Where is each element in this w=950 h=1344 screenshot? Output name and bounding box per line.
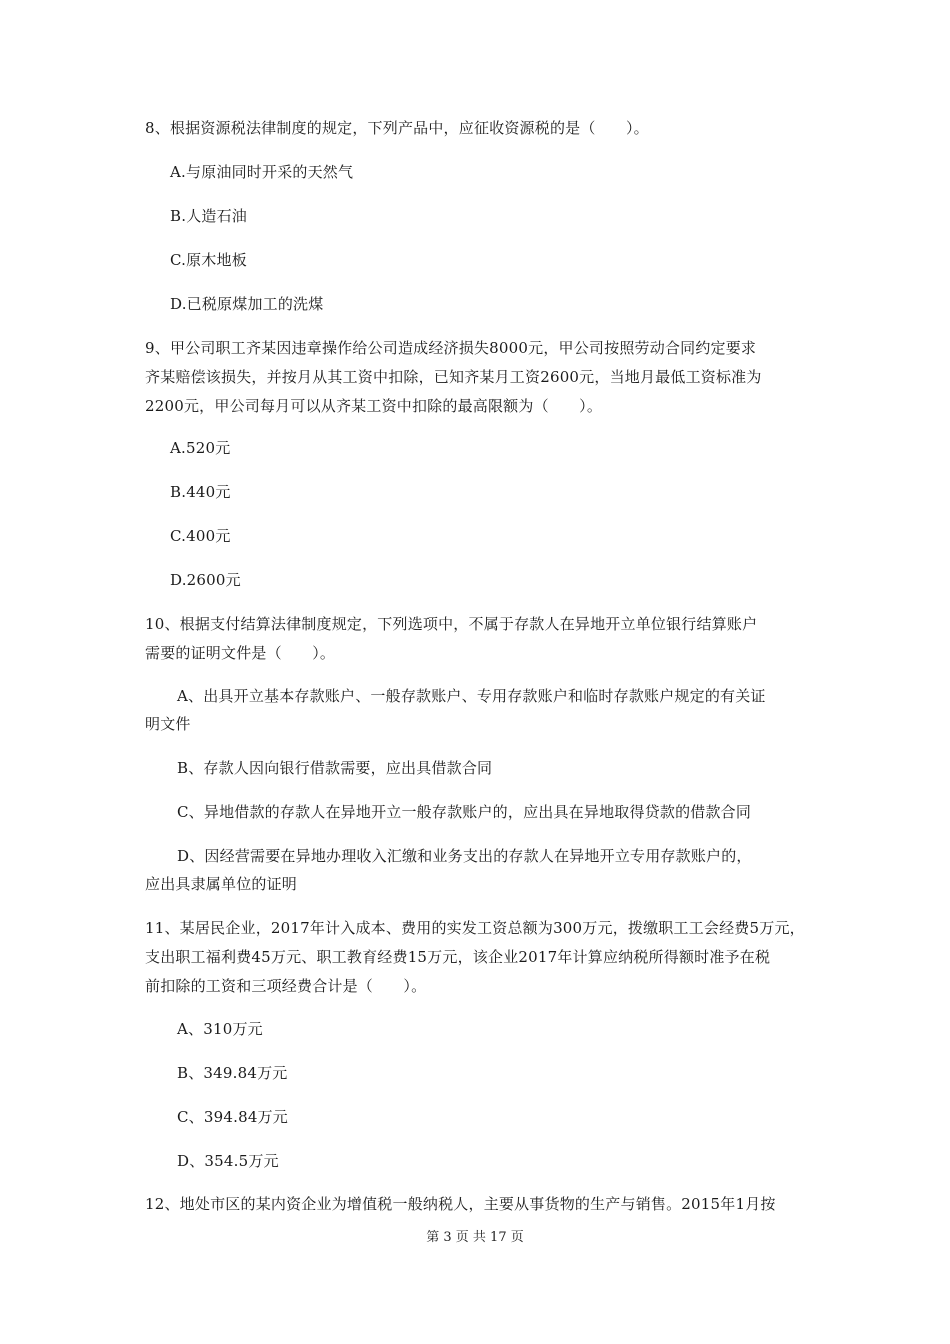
question-11-line-2: 支出职工福利费45万元、职工教育经费15万元，该企业2017年计算应纳税所得额时准予在税 (145, 948, 771, 966)
question-9-option-a: A.520元 (170, 439, 231, 457)
question-8-option-a: A.与原油同时开采的天然气 (170, 163, 354, 181)
question-9-line-2: 齐某赔偿该损失，并按月从其工资中扣除，已知齐某月工资2600元，当地月最低工资标准为 (145, 368, 762, 386)
question-9-line-1: 9、甲公司职工齐某因违章操作给公司造成经济损失8000元，甲公司按照劳动合同约定要求 (145, 339, 757, 357)
question-8-option-d: D.已税原煤加工的洗煤 (170, 295, 324, 313)
question-10-option-b: B、存款人因向银行借款需要，应出具借款合同 (177, 759, 493, 777)
question-12-line-1: 12、地处市区的某内资企业为增值税一般纳税人，主要从事货物的生产与销售。2015年1月按 (145, 1195, 776, 1213)
question-11-option-b: B、349.84万元 (177, 1064, 288, 1082)
question-8-line-1: 8、根据资源税法律制度的规定，下列产品中，应征收资源税的是（ ）。 (145, 119, 649, 137)
question-10-line-2: 需要的证明文件是（ ）。 (145, 644, 336, 662)
question-9-option-b: B.440元 (170, 483, 231, 501)
question-11-option-d: D、354.5万元 (177, 1152, 279, 1170)
question-11-option-c: C、394.84万元 (177, 1108, 288, 1126)
question-8-option-c: C.原木地板 (170, 251, 247, 269)
question-10-option-a-line-2: 明文件 (145, 715, 191, 733)
question-11-line-3: 前扣除的工资和三项经费合计是（ ）。 (145, 977, 427, 995)
question-8-option-b: B.人造石油 (170, 207, 247, 225)
question-11-line-1: 11、某居民企业，2017年计入成本、费用的实发工资总额为300万元，拨缴职工工会经费5万元， (145, 919, 805, 937)
question-10-line-1: 10、根据支付结算法律制度规定，下列选项中，不属于存款人在异地开立单位银行结算账户 (145, 615, 758, 633)
question-9-option-d: D.2600元 (170, 571, 241, 589)
question-11-option-a: A、310万元 (177, 1020, 263, 1038)
question-10-option-c: C、异地借款的存款人在异地开立一般存款账户的，应出具在异地取得贷款的借款合同 (177, 803, 752, 821)
question-10-option-d-line-2: 应出具隶属单位的证明 (145, 875, 298, 893)
question-9-line-3: 2200元，甲公司每月可以从齐某工资中扣除的最高限额为（ ）。 (145, 397, 603, 415)
question-10-option-d-line-1: D、因经营需要在异地办理收入汇缴和业务支出的存款人在异地开立专用存款账户的， (177, 847, 752, 865)
page-number: 第 3 页 共 17 页 (426, 1230, 524, 1245)
question-9-option-c: C.400元 (170, 527, 231, 545)
question-10-option-a-line-1: A、出具开立基本存款账户、一般存款账户、专用存款账户和临时存款账户规定的有关证 (177, 687, 766, 705)
